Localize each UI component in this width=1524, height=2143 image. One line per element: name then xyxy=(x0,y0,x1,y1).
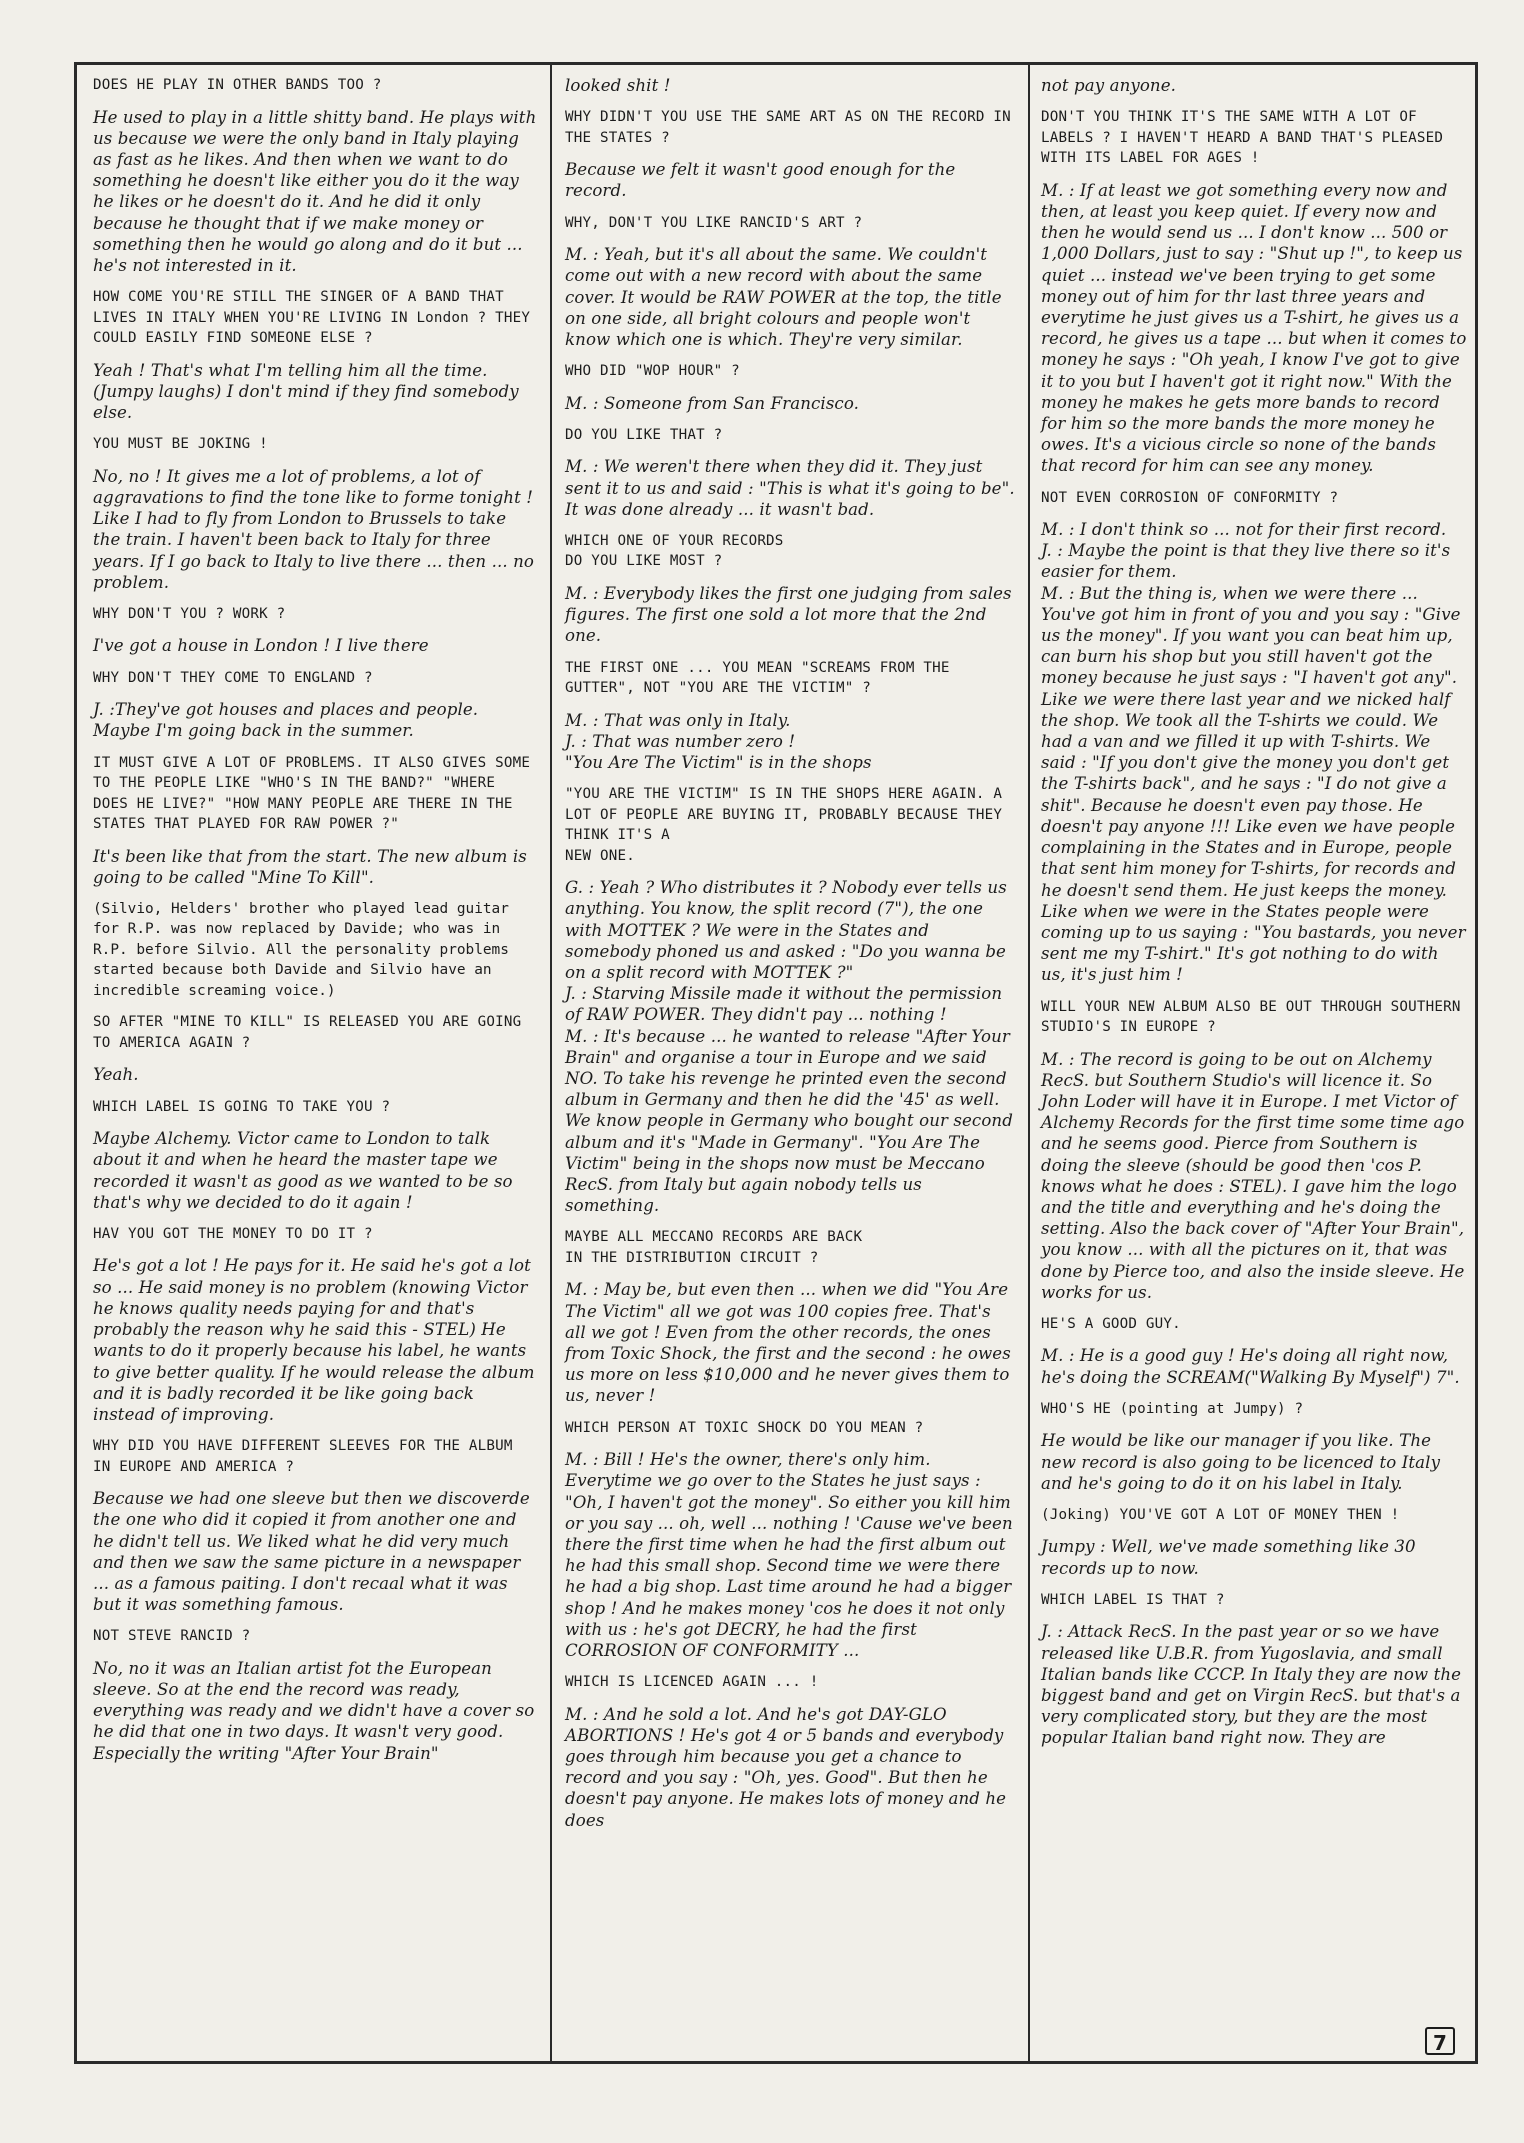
interview-answer: Yeah ! That's what I'm telling him all the time. (Jumpy laughs) I don't mind if they find somebody else. xyxy=(93,360,519,423)
interview-answer: M. : May be, but even then ... when we did "You Are The Victim" all we got was 100 copies free. That's all we got ! Even from the other records, the ones from Toxic Shock, the first and the second : he owes us more on less $10,000 and he never gives them to us, never ! xyxy=(565,1280,1011,1406)
interview-answer: M. : Bill ! He's the owner, there's only him. Everytime we go over to the States he just says : "Oh, I haven't got the money". So either you kill him or you say ... oh, well ... nothing ! 'Cause we've been there the first time when he had the first album out he had this small shop. Second time we were there he had a big shop. Last time around he had a bigger shop ! And he makes money 'cos he does it not only with us : he's got DECRY, he had the first CORROSION OF CONFORMITY ... xyxy=(565,1450,1013,1660)
column-right xyxy=(1037,75,1471,2051)
interview-answer: not pay anyone. xyxy=(1041,76,1177,95)
interview-question: WHO DID "WOP HOUR" ? xyxy=(565,363,740,380)
interview-question: DON'T YOU THINK IT'S THE SAME WITH A LOT OF LABELS ? I HAVEN'T HEARD A BAND THAT'S PLEASED WITH ITS LABEL FOR AGES ! xyxy=(1041,109,1444,167)
interview-question: WHY DIDN'T YOU USE THE SAME ART AS ON THE RECORD IN THE STATES ? xyxy=(565,109,1011,146)
magazine-page xyxy=(74,62,1478,2064)
interview-answer: G. : Yeah ? Who distributes it ? Nobody ever tells us anything. You know, the split record (7"), the one with MOTTEK ? We were in the States and somebody phoned us and asked : "Do you wanna be on a split record with MOTTEK ?" J. : Starving Missile made it without the permission of RAW POWER. They didn't pay ... nothing ! M. : It's because ... he wanted to release "After Your Brain" and organise a tour in Europe and we said NO. To take his revenge he printed even the second album in Germany and then he did the '45' as well. We know people in Germany who bought our second album and it's "Made in Germany". "You Are The Victim" being in the shops now must be Meccano RecS. from Italy but again nobody tells us something. xyxy=(565,878,1013,1216)
interview-question: HAV YOU GOT THE MONEY TO DO IT ? xyxy=(93,1225,373,1242)
column-divider xyxy=(1028,65,1030,2061)
editor-note: (Silvio, Helders' brother who played lead guitar for R.P. was now replaced by Davide; who was in R.P. before Silvio. All the personality problems started because both Davide and Silvio have an incredible screaming voice.) xyxy=(93,900,509,999)
interview-question: WHICH PERSON AT TOXIC SHOCK DO YOU MEAN ? xyxy=(565,1419,924,1436)
interview-question: WILL YOUR NEW ALBUM ALSO BE OUT THROUGH SOUTHERN STUDIO'S IN EUROPE ? xyxy=(1041,998,1461,1036)
interview-question: DO YOU LIKE THAT ? xyxy=(565,426,723,443)
interview-question: WHY, DON'T YOU LIKE RANCID'S ART ? xyxy=(565,214,863,231)
interview-question: NOT EVEN CORROSION OF CONFORMITY ? xyxy=(1041,489,1339,506)
interview-question: IT MUST GIVE A LOT OF PROBLEMS. IT ALSO GIVES SOME TO THE PEOPLE LIKE "WHO'S IN THE BAND?" "WHERE DOES HE LIVE?" "HOW MANY PEOPLE ARE THERE IN THE STATES THAT PLAYED FOR RAW POWER ?" xyxy=(93,754,531,833)
interview-answer: M. : He is a good guy ! He's doing all right now, he's doing the SCREAM("Walking By Myself") 7". xyxy=(1041,1346,1460,1387)
interview-question: WHICH LABEL IS THAT ? xyxy=(1041,1591,1225,1608)
interview-question: WHICH LABEL IS GOING TO TAKE YOU ? xyxy=(93,1098,391,1115)
interview-answer: It's been like that from the start. The new album is going to be called "Mine To Kill". xyxy=(93,846,527,887)
interview-question: "YOU ARE THE VICTIM" IS IN THE SHOPS HERE AGAIN. A LOT OF PEOPLE ARE BUYING IT, PROBABLY BECAUSE THEY THINK IT'S A NEW ONE. xyxy=(565,786,1003,864)
interview-question: WHO'S HE (pointing at Jumpy) ? xyxy=(1041,1400,1304,1417)
interview-answer: No, no it was an Italian artist fot the European sleeve. So at the end the record was ready, everything was ready and we didn't have a cover so he did that one in two days. It wasn't very good. Especially the writing "After Your Brain" xyxy=(93,1658,535,1763)
interview-answer: M. : Someone from San Francisco. xyxy=(565,393,859,413)
column-middle xyxy=(561,75,1019,2051)
interview-answer: M. : Yeah, but it's all about the same. We couldn't come out with a new record with about the same cover. It would be RAW POWER at the top, the title on one side, all bright colours and people won't know which one is which. They're very similar. xyxy=(565,245,1002,349)
column-divider xyxy=(550,65,552,2061)
interview-question: (Joking) YOU'VE GOT A LOT OF MONEY THEN ! xyxy=(1041,1506,1400,1523)
interview-answer: M. : That was only in Italy. J. : That was number zero ! "You Are The Victim" is in the shops xyxy=(565,710,872,772)
interview-question: MAYBE ALL MECCANO RECORDS ARE BACK IN THE DISTRIBUTION CIRCUIT ? xyxy=(565,1229,863,1266)
interview-question: WHY DON'T THEY COME TO ENGLAND ? xyxy=(93,669,373,686)
interview-question: NOT STEVE RANCID ? xyxy=(93,1628,251,1645)
interview-answer: Yeah. xyxy=(93,1065,139,1085)
interview-answer: J. : Attack RecS. In the past year or so we have released like U.B.R. from Yugoslavia, and small Italian bands like CCCP. In Italy they are now the biggest band and get on Virgin RecS. but that's a very complicated story, but they are the most popular Italian band right now. They are xyxy=(1041,1622,1462,1748)
interview-answer: He's got a lot ! He pays for it. He said he's got a lot so ... He said money is no problem (knowing Victor he knows quality needs paying for and that's probably the reason why he said this - STEL) He wants to do it properly because his label, he wants to give better quality. If he would release the album and it is badly recorded it be like going back instead of improving. xyxy=(93,1256,535,1424)
interview-question: THE FIRST ONE ... YOU MEAN "SCREAMS FROM THE GUTTER", NOT "YOU ARE THE VICTIM" ? xyxy=(565,659,950,697)
interview-answer: M. : And he sold a lot. And he's got DAY-GLO ABORTIONS ! He's got 4 or 5 bands and everybody goes through him because you get a chance to record and you say : "Oh, yes. Good". But then he doesn't pay anyone. He makes lots of money and he does xyxy=(565,1704,1007,1830)
interview-question: WHY DON'T YOU ? WORK ? xyxy=(93,605,286,622)
interview-answer: He would be like our manager if you like. The new record is also going to be licenced to Italy and he's going to do it on his label in Italy. xyxy=(1041,1431,1441,1493)
interview-answer: looked shit ! xyxy=(565,76,671,95)
interview-answer: M. : The record is going to be out on Alchemy RecS. but Southern Studio's will licence it. So John Loder will have it in Europe. I met Victor of Alchemy Records for the first time some time ago and he seems good. Pierce from Southern is doing the sleeve (should be good then 'cos P. knows what he does : STEL). I gave him the logo and the title and everything and he's doing the setting. Also the back cover of "After Your Brain", you know ... with all the pictures on it, that was done by Pierce too, and also the inside sleeve. He works for us. xyxy=(1041,1049,1465,1302)
interview-question: WHICH ONE OF YOUR RECORDS DO YOU LIKE MOST ? xyxy=(565,532,784,570)
interview-answer: He used to play in a little shitty band. He plays with us because we were the only band in Italy playing as fast as he likes. And then when we want to do something he doesn't like either you do it the way he likes or he doesn't do it. And he did it only because he thought that if we make money or something then he would go along and do it but ... he's not interested in it. xyxy=(93,107,537,275)
interview-answer: No, no ! It gives me a lot of problems, a lot of aggravations to find the tone like to forme tonight ! Like I had to fly from London to Brussels to take the train. I haven't been back to Italy for three years. If I go back to Italy to live there ... then ... no problem. xyxy=(93,466,534,592)
interview-answer: Jumpy : Well, we've made something like 30 records up to now. xyxy=(1041,1537,1416,1578)
interview-answer: M. : I don't think so ... not for their first record. J. : Maybe the point is that they live there so it's easier for them. M. : But the thing is, when we were there ... You've got him in front of you and you say : "Give us the money". If you want you can beat him up, can burn his shop but you still haven't got the money because he just says : "I haven't got any". Like we were there last year and we nicked half the shop. We took all the T-shirts we could. We had a van and we filled it up with T-shirts. We said : "If you don't give the money you don't get the T-shirts back", and he says : "I do not give a shit". Because he doesn't even pay those. He doesn't pay anyone !!! Like even we have people complaining in the States and in Europe, people that sent him money for T-shirts, for records and he doesn't send them. He just keeps the money. Like when we were in the States people were coming up to us saying : "You bastards, you never sent me my T-shirt." It's got nothing to do with us, it's just him ! xyxy=(1041,520,1466,985)
interview-question: WHICH IS LICENCED AGAIN ... ! xyxy=(565,1674,819,1691)
interview-question: DOES HE PLAY IN OTHER BANDS TOO ? xyxy=(93,77,382,93)
column-left xyxy=(89,75,541,2051)
interview-question: YOU MUST BE JOKING ! xyxy=(93,436,268,453)
interview-answer: Because we had one sleeve but then we discoverde the one who did it copied it from another one and he didn't tell us. We liked what he did very much and then we saw the same picture in a newspaper ... as a famous paiting. I don't recaal what it was but it was something famous. xyxy=(93,1489,530,1615)
interview-answer: Maybe Alchemy. Victor came to London to talk about it and when he heard the master tape we recorded it wasn't as good as we wanted to be so that's why we decided to do it again ! xyxy=(93,1129,513,1212)
interview-answer: M. : If at least we got something every now and then, at least you keep quiet. If every now and then he would send us ... I don't know ... 500 or 1,000 Dollars, just to say : "Shut up !", to keep us quiet ... instead we've been trying to get some money out of him for thr last three years and everytime he just gives us a T-shirt, he gives us a record, he gives us a tape ... but when it comes to money he says : "Oh yeah, I know I've got to give it to you but I haven't got it right now." With the money he makes he gets more bands to record for him so the more bands the more money he owes. It's a vicious circle so none of the bands that record for him can see any money. xyxy=(1041,180,1467,476)
interview-answer: M. : We weren't there when they did it. They just sent it to us and said : "This is what it's going to be". It was done already ... it wasn't bad. xyxy=(565,457,1015,519)
interview-question: HOW COME YOU'RE STILL THE SINGER OF A BAND THAT LIVES IN ITALY WHEN YOU'RE LIVING IN London ? THEY COULD EASILY FIND SOMEONE ELSE ? xyxy=(93,289,531,347)
interview-answer: I've got a house in London ! I live there xyxy=(93,636,429,656)
interview-question: HE'S A GOOD GUY. xyxy=(1041,1315,1181,1332)
interview-question: WHY DID YOU HAVE DIFFERENT SLEEVES FOR THE ALBUM IN EUROPE AND AMERICA ? xyxy=(93,1438,513,1475)
interview-answer: M. : Everybody likes the first one judging from sales figures. The first one sold a lot more that the 2nd one. xyxy=(565,583,1012,646)
interview-question: SO AFTER "MINE TO KILL" IS RELEASED YOU ARE GOING TO AMERICA AGAIN ? xyxy=(93,1014,522,1051)
interview-answer: J. :They've got houses and places and people. Maybe I'm going back in the summer. xyxy=(93,700,479,741)
page-number: 7 xyxy=(1425,2027,1455,2055)
interview-answer: Because we felt it wasn't good enough for the record. xyxy=(565,160,956,201)
